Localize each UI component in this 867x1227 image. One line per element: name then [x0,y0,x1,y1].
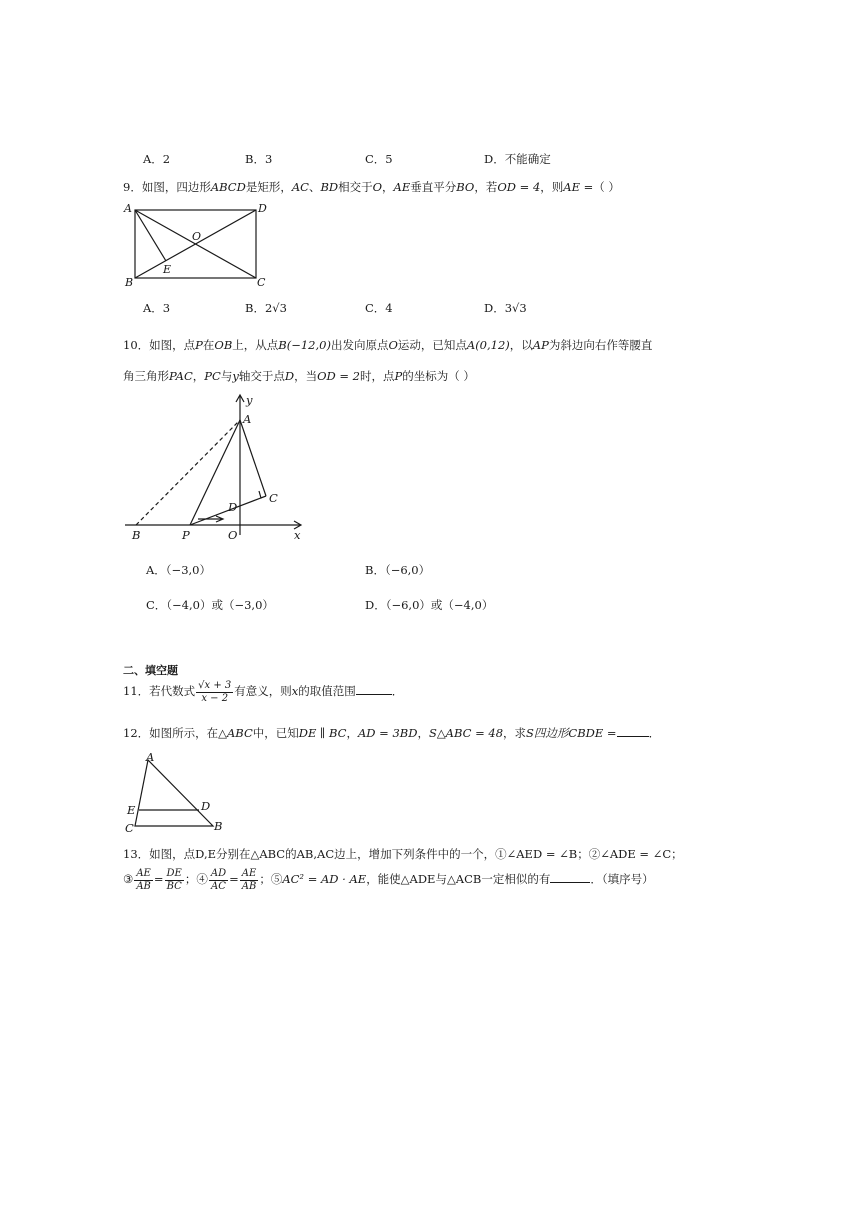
q9-question: 9．如图，四边形ABCD是矩形，AC、BD相交于O，AE垂直平分BO，若OD = 4，则AE =（ ） [123,180,620,194]
label-b: B [132,528,141,542]
q10-option-b: B．（−6,0） [365,563,431,577]
q10-question-line2: 角三角形PAC，PC与y轴交于点D，当OD = 2时，点P的坐标为（ ） [123,369,475,383]
q12-answer-blank [617,736,649,737]
q13-question-line1: 13．如图，点D,E分别在△ABC的AB,AC边上，增加下列条件中的一个，①∠AED = ∠B；②∠ADE = ∠C； [123,847,683,861]
q13-question-line2: ③ $\frac{AE}{AB}$ = $\frac{DE}{BC}$ ；④ $\frac{AD}{AC}$ = $\frac{AE}{AB}$ ；⑤AC² = AD · AE，能使△ADE与△ACB一定相似的有 ．（填序号） [123,868,654,892]
label-a: A [243,412,252,426]
label-o: O [192,230,202,243]
q9-rectangle-figure [120,198,280,290]
q9-option-a: A．3 [143,301,171,315]
q9-option-b: B．2√3 [245,301,287,315]
q8-option-c: C．5 [365,152,393,166]
label-d: D [201,799,211,813]
q10-question-line1: 10．如图，点P在OB上，从点B(−12,0)出发向原点O运动，已知点A(0,12)，以AP为斜边向右作等腰直 [123,338,653,352]
segment-ae [135,210,166,261]
label-c: C [257,276,266,289]
q9-option-c: C．4 [365,301,393,315]
q10-coordinate-figure [120,390,315,545]
q13-answer-blank [550,882,590,883]
label-c: C [125,821,134,835]
q10-option-c: C．（−4,0）或（−3,0） [146,598,274,612]
q12-triangle-figure [120,750,235,836]
triangle-acb [135,760,213,826]
label-b: B [214,819,223,833]
label-a: A [146,750,155,764]
label-b: B [125,276,134,289]
section-heading-fill-in: 二、填空题 [123,664,178,677]
label-p: P [182,528,190,542]
label-a: A [124,202,132,215]
label-x: x [294,528,301,542]
label-c: C [269,491,278,505]
q9-option-d: D．3√3 [484,301,527,315]
q10-option-a: A．（−3,0） [146,563,211,577]
q11-answer-blank [356,694,392,695]
label-d: D [258,202,267,215]
q8-option-b: B．3 [245,152,273,166]
label-d: D [228,500,238,514]
q11-question: 11．若代数式 $\frac{√x + 3}{x - 2}$ 有意义，则x的取值范围 ． [123,680,404,704]
label-e: E [127,803,136,817]
segment-ba [136,420,240,525]
label-e: E [163,263,172,276]
q11-fraction: $\frac{√x + 3}{x - 2}$ [198,680,232,704]
q10-option-d: D．（−6,0）或（−4,0） [365,598,494,612]
q12-question: 12．如图所示，在△ABC中，已知DE ∥ BC，AD = 3BD，S△ABC = 48，求S四边形CBDE = ． [123,726,661,740]
q8-option-d: D．不能确定 [484,152,551,166]
label-y: y [246,393,253,407]
label-o: O [228,528,238,542]
segment-ac [240,420,266,496]
q8-option-a: A．2 [143,152,171,166]
